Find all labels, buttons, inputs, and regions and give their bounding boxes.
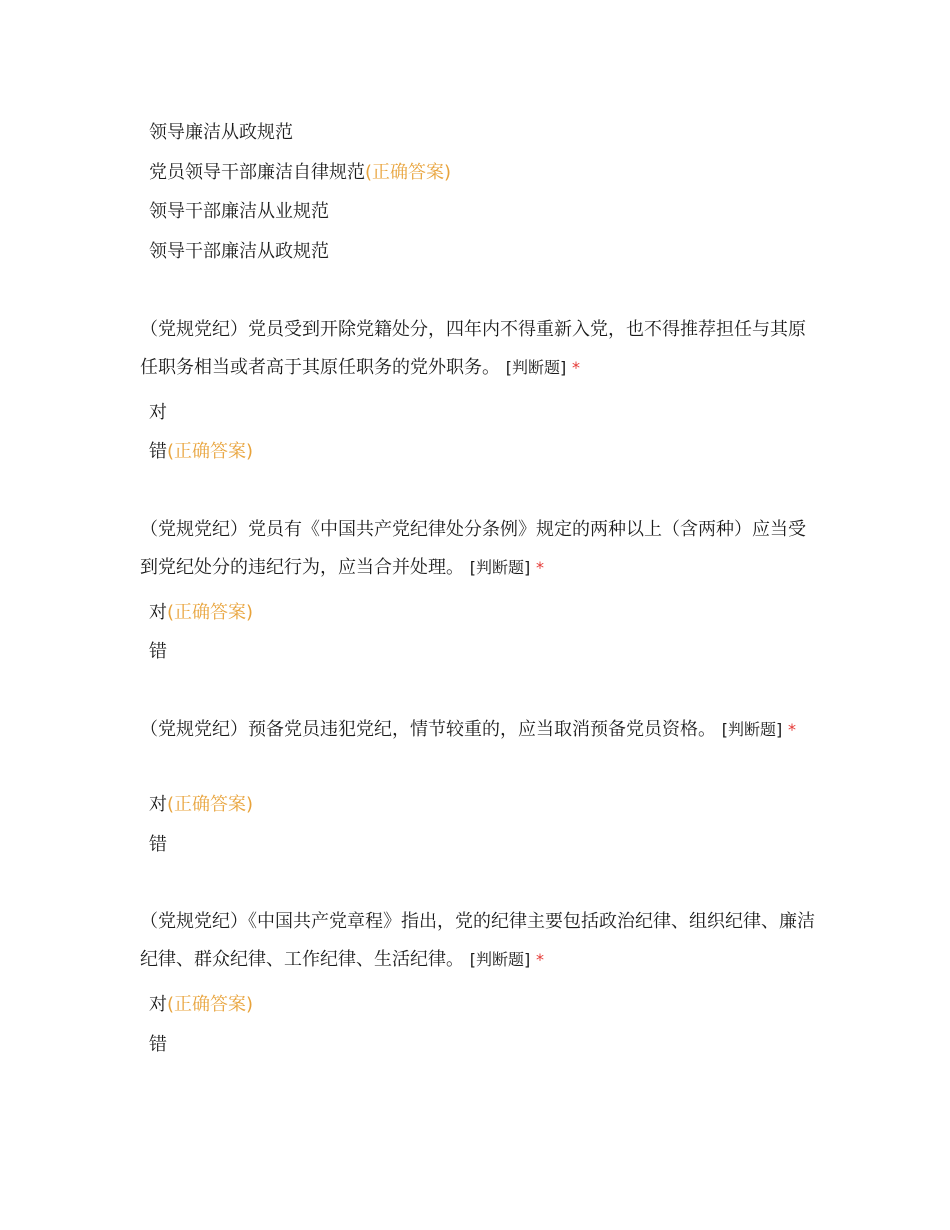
option-label: 错 [149, 641, 167, 662]
option-item [149, 440, 253, 464]
option-label: 党员领导干部廉洁自律规范 [149, 162, 365, 183]
correct-answer-tag: (正确答案) [167, 441, 254, 462]
question-body: （党规党纪）党员有《中国共产党纪律处分条例》规定的两种以上（含两种）应当受到党纪处分的违纪行为，应当合并处理。 [140, 519, 806, 578]
option-item [149, 240, 329, 264]
question-body: （党规党纪）《中国共产党章程》指出，党的纪律主要包括政治纪律、组织纪律、廉洁纪律、群众纪律、工作纪律、生活纪律。 [140, 911, 815, 970]
correct-answer-tag: (正确答案) [365, 162, 452, 183]
correct-answer-tag: (正确答案) [167, 602, 254, 623]
option-label: 领导廉洁从政规范 [149, 122, 293, 143]
required-star: * [787, 720, 796, 739]
option-label: 错 [149, 1034, 167, 1055]
question-type-tag: [判断题] [469, 950, 531, 969]
question-text [140, 711, 816, 749]
question-text [140, 311, 816, 387]
required-star: * [535, 558, 544, 577]
option-item [149, 993, 253, 1017]
option-label: 领导干部廉洁从业规范 [149, 201, 329, 222]
option-item [149, 200, 329, 224]
question-body: （党规党纪）预备党员违犯党纪，情节较重的，应当取消预备党员资格。 [140, 719, 716, 740]
question-type-tag: [判断题] [721, 720, 783, 739]
question-text [140, 511, 816, 587]
option-label: 对 [149, 994, 167, 1015]
correct-answer-tag: (正确答案) [167, 994, 254, 1015]
option-item [149, 640, 167, 664]
required-star: * [571, 358, 580, 377]
option-item [149, 793, 253, 817]
option-item [149, 1033, 167, 1057]
question-type-tag: [判断题] [469, 558, 531, 577]
option-label: 错 [149, 834, 167, 855]
option-label: 领导干部廉洁从政规范 [149, 241, 329, 262]
option-item [149, 601, 253, 625]
option-label: 错 [149, 441, 167, 462]
correct-answer-tag: (正确答案) [167, 794, 254, 815]
option-label: 对 [149, 402, 167, 423]
option-item [149, 833, 167, 857]
option-label: 对 [149, 794, 167, 815]
question-text [140, 903, 816, 979]
question-type-tag: [判断题] [505, 358, 567, 377]
option-item [149, 401, 167, 425]
option-item [149, 161, 451, 185]
required-star: * [535, 950, 544, 969]
option-label: 对 [149, 602, 167, 623]
question-body: （党规党纪）党员受到开除党籍处分，四年内不得重新入党，也不得推荐担任与其原任职务相当或者高于其原任职务的党外职务。 [140, 319, 806, 378]
option-item [149, 121, 293, 145]
